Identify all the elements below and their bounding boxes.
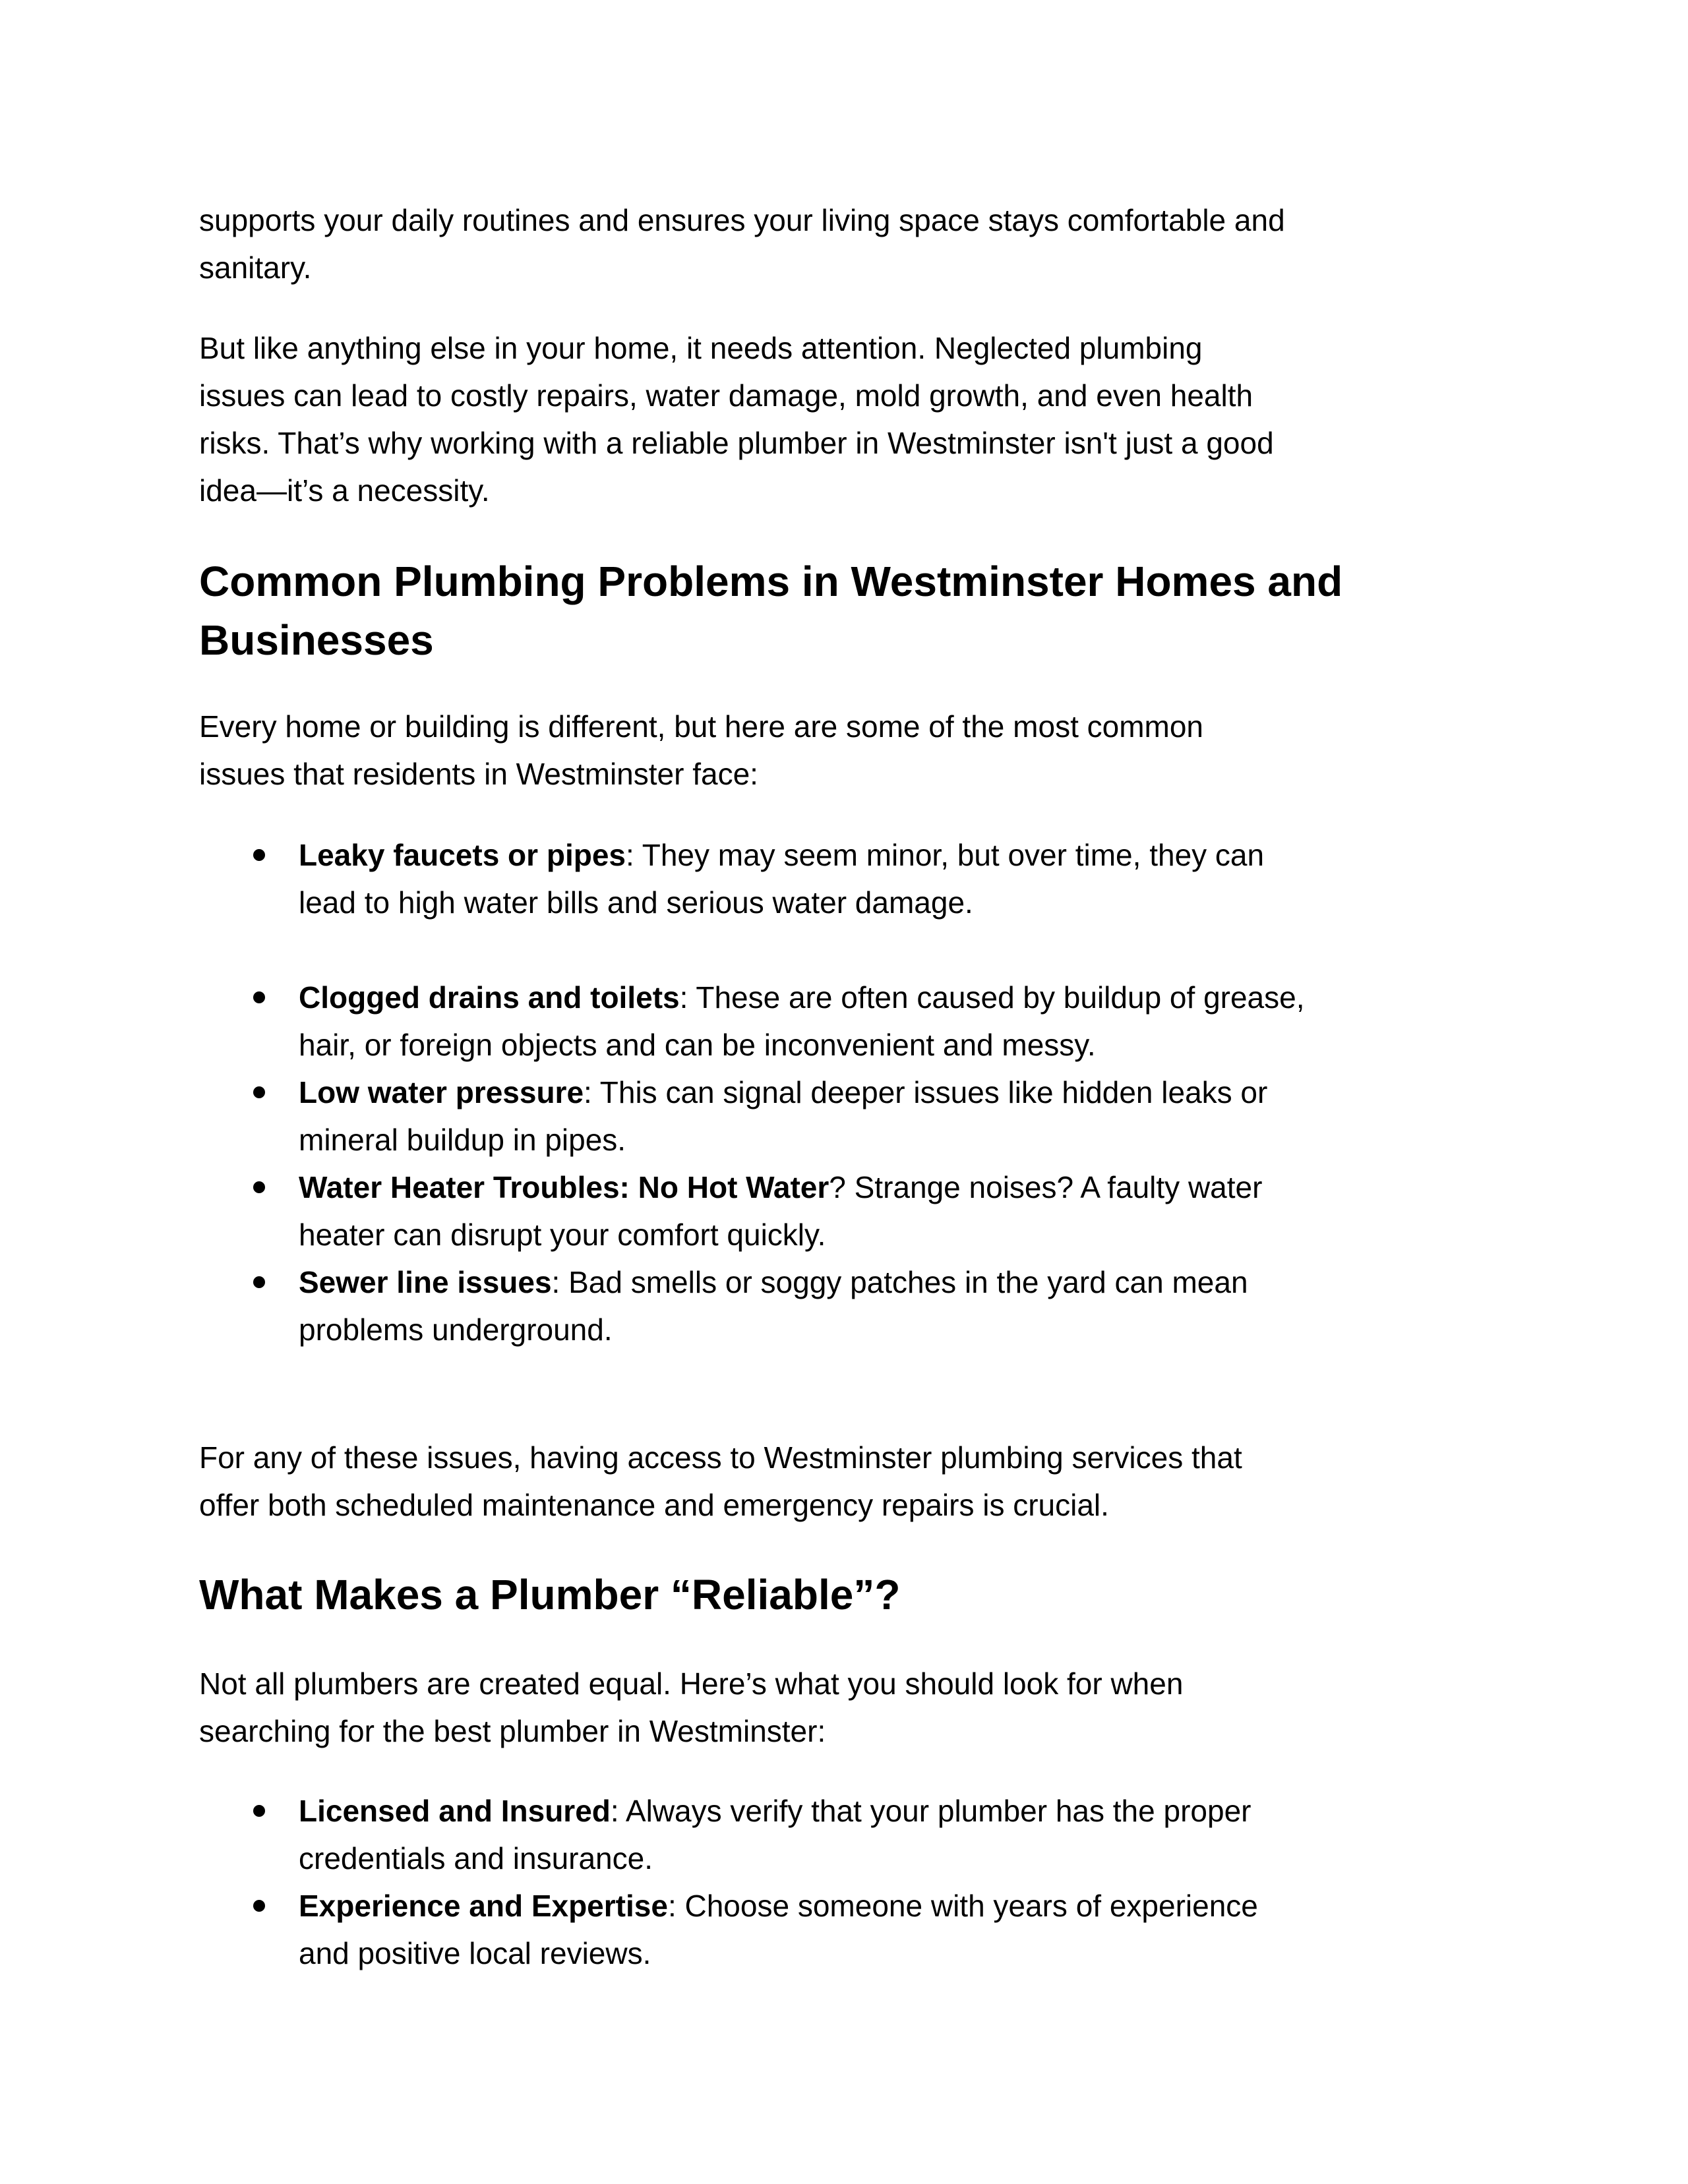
list-item: Experience and Expertise: Choose someone with years of experience <box>299 1889 1258 1923</box>
list-item-line: hair, or foreign objects and can be inconvenient and messy. <box>299 1028 1096 1062</box>
paragraph-line: risks. That’s why working with a reliable plumber in Westminster isn't just a good <box>199 426 1274 460</box>
bullet-icon <box>253 1086 265 1098</box>
list-item: Water Heater Troubles: No Hot Water? Strange noises? A faulty water <box>299 1170 1263 1204</box>
section-heading: Common Plumbing Problems in Westminster Homes and <box>199 558 1343 605</box>
list-item-line: problems underground. <box>299 1313 613 1347</box>
paragraph-line: issues that residents in Westminster face: <box>199 757 758 791</box>
section-heading: Businesses <box>199 616 434 664</box>
list-item-line: and positive local reviews. <box>299 1936 651 1970</box>
list-item: Licensed and Insured: Always verify that your plumber has the proper <box>299 1794 1251 1828</box>
paragraph-line: offer both scheduled maintenance and emergency repairs is crucial. <box>199 1488 1109 1522</box>
bullet-icon <box>253 991 265 1003</box>
list-item: Low water pressure: This can signal deeper issues like hidden leaks or <box>299 1075 1268 1109</box>
list-item-line: heater can disrupt your comfort quickly. <box>299 1218 826 1252</box>
paragraph-line: Not all plumbers are created equal. Here’s what you should look for when <box>199 1667 1184 1701</box>
bullet-icon <box>253 1805 265 1817</box>
bullet-icon <box>253 1900 265 1912</box>
paragraph-line: sanitary. <box>199 251 312 285</box>
list-item: Clogged drains and toilets: These are often caused by buildup of grease, <box>299 980 1305 1015</box>
list-item-line: mineral buildup in pipes. <box>299 1123 626 1157</box>
paragraph-line: Every home or building is different, but here are some of the most common <box>199 709 1204 744</box>
paragraph-line: idea—it’s a necessity. <box>199 473 490 508</box>
list-item: Leaky faucets or pipes: They may seem minor, but over time, they can <box>299 838 1265 872</box>
list-item-line: credentials and insurance. <box>299 1841 653 1875</box>
paragraph-line: But like anything else in your home, it needs attention. Neglected plumbing <box>199 331 1203 365</box>
paragraph-line: supports your daily routines and ensures your living space stays comfortable and <box>199 203 1285 237</box>
list-item: Sewer line issues: Bad smells or soggy patches in the yard can mean <box>299 1265 1248 1299</box>
bullet-icon <box>253 849 265 861</box>
bullet-icon <box>253 1181 265 1193</box>
bullet-icon <box>253 1276 265 1288</box>
paragraph-line: For any of these issues, having access to Westminster plumbing services that <box>199 1440 1242 1475</box>
list-item-line: lead to high water bills and serious water damage. <box>299 885 973 920</box>
section-heading: What Makes a Plumber “Reliable”? <box>199 1571 901 1618</box>
paragraph-line: searching for the best plumber in Westminster: <box>199 1714 826 1748</box>
paragraph-line: issues can lead to costly repairs, water damage, mold growth, and even health <box>199 378 1253 413</box>
